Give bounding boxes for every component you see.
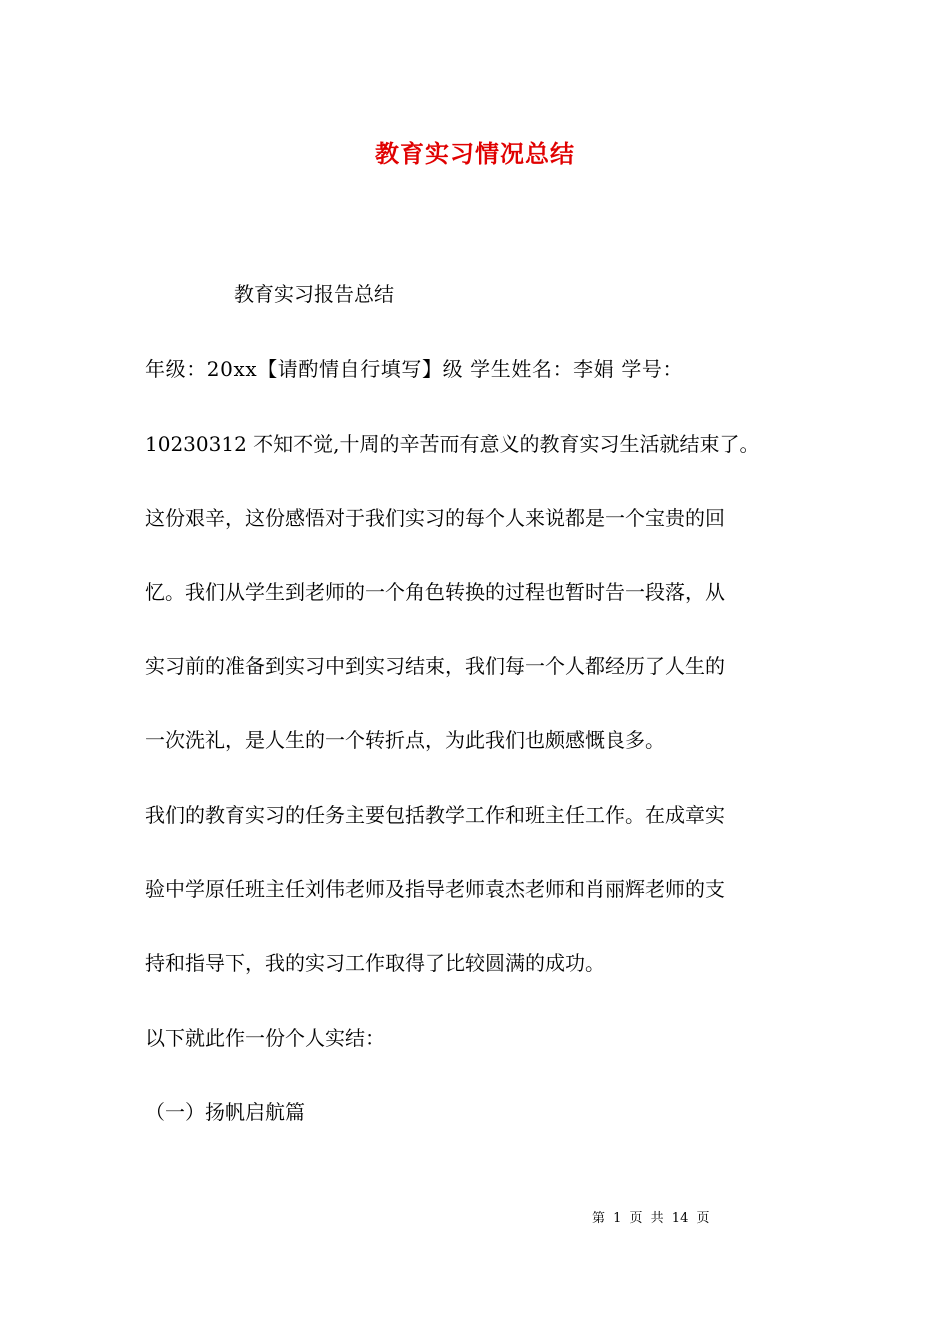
body-line-4: 忆。我们从学生到老师的一个角色转换的过程也暂时告一段落，从: [145, 580, 725, 604]
body-line-8: 验中学原任班主任刘伟老师及指导老师袁杰老师和肖丽辉老师的支: [145, 877, 725, 901]
page-number-footer: 第 1 页 共 14 页: [592, 1211, 710, 1226]
body-line-10: 以下就此作一份个人实结：: [145, 1026, 385, 1050]
body-line-1: 年级：20xx【请酌情自行填写】级 学生姓名：李娟 学号：: [145, 357, 684, 381]
body-line-9: 持和指导下，我的实习工作取得了比较圆满的成功。: [145, 951, 605, 975]
body-line-7: 我们的教育实习的任务主要包括教学工作和班主任工作。在成章实: [145, 803, 725, 827]
body-line-2: 10230312 不知不觉,十周的辛苦而有意义的教育实习生活就结束了。: [145, 432, 760, 456]
document-title: 教育实习情况总结: [375, 139, 575, 168]
body-line-3: 这份艰辛，这份感悟对于我们实习的每个人来说都是一个宝贵的回: [145, 506, 725, 530]
section-heading: （一）扬帆启航篇: [145, 1100, 305, 1124]
report-subtitle: 教育实习报告总结: [234, 282, 394, 306]
body-line-5: 实习前的准备到实习中到实习结束，我们每一个人都经历了人生的: [145, 654, 725, 678]
body-line-6: 一次洗礼，是人生的一个转折点，为此我们也颇感慨良多。: [145, 728, 665, 752]
